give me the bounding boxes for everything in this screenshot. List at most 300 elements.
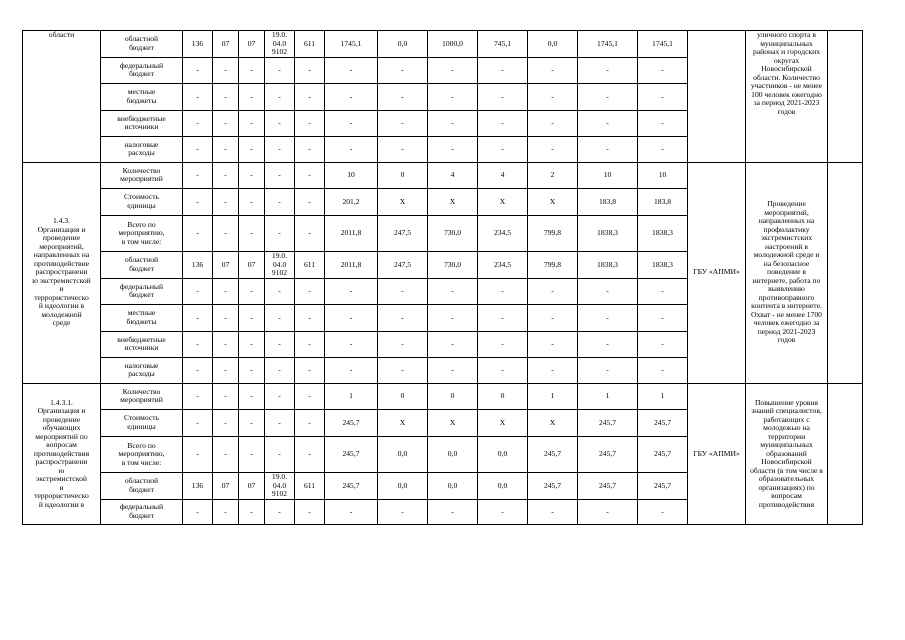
indicator-label bbox=[101, 410, 183, 437]
grbs-cell: - bbox=[183, 436, 213, 473]
rz-cell: - bbox=[213, 84, 239, 111]
text-line: бюджет bbox=[129, 510, 154, 520]
grbs-cell: - bbox=[183, 499, 213, 525]
text-line: среде bbox=[52, 318, 71, 328]
grbs-cell: - bbox=[183, 358, 213, 384]
pr-cell: - bbox=[239, 189, 265, 216]
text-line: экстремистских bbox=[760, 233, 813, 243]
rz-cell: - bbox=[213, 358, 239, 384]
text-line: противодействие bbox=[33, 258, 90, 268]
text-line: мероприятий bbox=[120, 395, 163, 405]
text-line: - bbox=[278, 144, 281, 153]
text-line: Организация и bbox=[37, 406, 86, 415]
vr-cell: - bbox=[295, 499, 325, 525]
value-cell: 245,7 bbox=[325, 436, 378, 473]
csr-cell bbox=[265, 215, 295, 252]
text-line: - bbox=[278, 91, 281, 101]
value-cell: X bbox=[378, 189, 428, 216]
grbs-cell: 136 bbox=[183, 252, 213, 279]
rz-cell: 07 bbox=[213, 252, 239, 279]
empty-cell bbox=[828, 31, 863, 163]
pr-cell: - bbox=[239, 57, 265, 84]
text-line: области (в том числе в bbox=[750, 465, 823, 475]
value-cell: - bbox=[428, 305, 478, 332]
text-line: 04.0 bbox=[272, 480, 287, 490]
text-line: мероприятий, bbox=[39, 241, 84, 251]
grbs-cell: - bbox=[183, 137, 213, 163]
value-cell: 730,0 bbox=[428, 252, 478, 279]
value-cell: - bbox=[638, 358, 688, 384]
text-line: - bbox=[278, 228, 281, 237]
value-cell: - bbox=[528, 84, 578, 111]
value-cell: 0,0 bbox=[378, 436, 428, 473]
value-cell: 234,5 bbox=[478, 252, 528, 279]
text-line: за период 2021-2023 bbox=[753, 98, 820, 107]
text-line: участников - не менее bbox=[750, 81, 823, 90]
value-cell: - bbox=[378, 278, 428, 305]
value-cell: - bbox=[378, 331, 428, 358]
value-cell: - bbox=[528, 358, 578, 384]
text-line: мероприятию, bbox=[118, 228, 165, 237]
value-cell: - bbox=[478, 137, 528, 163]
indicator-label bbox=[101, 110, 183, 137]
text-line: источники bbox=[124, 122, 159, 132]
text-line: ю экстремистской bbox=[32, 275, 91, 285]
value-cell: 2 bbox=[528, 162, 578, 189]
vr-cell: - bbox=[295, 110, 325, 137]
value-cell: 0,0 bbox=[378, 473, 428, 500]
text-line: работающих с bbox=[763, 414, 810, 424]
table-row bbox=[23, 162, 863, 189]
value-cell: - bbox=[528, 331, 578, 358]
text-line: - bbox=[278, 170, 281, 179]
value-cell: 0 bbox=[478, 383, 528, 410]
vr-cell: - bbox=[295, 331, 325, 358]
value-cell: - bbox=[478, 278, 528, 305]
value-cell: X bbox=[478, 189, 528, 216]
value-cell: 1 bbox=[528, 383, 578, 410]
text-line: обучающих bbox=[42, 423, 81, 432]
value-cell: 1838,3 bbox=[578, 252, 638, 279]
value-cell: 183,8 bbox=[578, 189, 638, 216]
text-line: проведение bbox=[42, 233, 81, 243]
value-cell: 730,0 bbox=[428, 215, 478, 252]
value-cell: 745,1 bbox=[478, 31, 528, 58]
text-line: 04.0 bbox=[272, 38, 287, 48]
value-cell: 799,8 bbox=[528, 252, 578, 279]
value-cell: 2011,8 bbox=[325, 252, 378, 279]
value-cell: - bbox=[638, 499, 688, 525]
pr-cell: - bbox=[239, 278, 265, 305]
vr-cell: 611 bbox=[295, 473, 325, 500]
value-cell: 1838,3 bbox=[638, 215, 688, 252]
rz-cell: - bbox=[213, 57, 239, 84]
vr-cell: - bbox=[295, 383, 325, 410]
text-line: федеральный bbox=[119, 60, 164, 70]
rz-cell: 07 bbox=[213, 31, 239, 58]
value-cell: 1838,3 bbox=[578, 215, 638, 252]
text-line: - bbox=[278, 286, 281, 295]
text-line: вопросам bbox=[771, 491, 802, 500]
result-cell bbox=[746, 383, 828, 525]
csr-cell bbox=[265, 84, 295, 111]
text-line: 100 человек ежегодно bbox=[751, 89, 822, 99]
csr-cell bbox=[265, 473, 295, 500]
text-line: Организация и bbox=[37, 224, 86, 234]
text-line: расходы bbox=[128, 369, 155, 379]
value-cell: 245,7 bbox=[638, 436, 688, 473]
value-cell: 0 bbox=[378, 383, 428, 410]
value-cell: 234,5 bbox=[478, 215, 528, 252]
text-line: противодействия bbox=[758, 499, 815, 509]
table-row bbox=[23, 31, 863, 58]
text-line: единицы bbox=[127, 200, 156, 210]
text-line: Стоимость bbox=[124, 413, 159, 423]
text-line: направленных на bbox=[33, 250, 90, 260]
text-line: террористическо bbox=[34, 491, 89, 500]
text-line: Количество bbox=[122, 386, 161, 396]
activity-name-cell bbox=[23, 31, 101, 163]
csr-cell bbox=[265, 410, 295, 437]
text-line: Всего по bbox=[127, 440, 156, 450]
value-cell: 0,0 bbox=[378, 31, 428, 58]
performer-cell bbox=[688, 31, 746, 163]
value-cell: - bbox=[428, 499, 478, 525]
text-line: й идеологии в bbox=[38, 499, 85, 509]
text-line: Новосибирской bbox=[761, 457, 812, 466]
csr-cell bbox=[265, 436, 295, 473]
value-cell: - bbox=[378, 305, 428, 332]
value-cell: - bbox=[325, 358, 378, 384]
vr-cell: - bbox=[295, 84, 325, 111]
budget-table bbox=[22, 30, 863, 525]
text-line: местные bbox=[127, 308, 156, 318]
text-line: на безопасное bbox=[763, 258, 810, 268]
pr-cell: - bbox=[239, 383, 265, 410]
value-cell: - bbox=[478, 57, 528, 84]
value-cell: - bbox=[478, 84, 528, 111]
text-line: областной bbox=[124, 255, 159, 265]
csr-cell bbox=[265, 57, 295, 84]
value-cell: 245,7 bbox=[325, 410, 378, 437]
value-cell: X bbox=[428, 189, 478, 216]
text-line: Стоимость bbox=[124, 192, 159, 202]
csr-cell bbox=[265, 331, 295, 358]
text-line: - bbox=[278, 449, 281, 458]
text-line: единицы bbox=[127, 421, 156, 431]
value-cell: 1745,1 bbox=[578, 31, 638, 58]
pr-cell: - bbox=[239, 410, 265, 437]
indicator-label bbox=[101, 473, 183, 500]
value-cell: - bbox=[325, 137, 378, 163]
value-cell: 4 bbox=[478, 162, 528, 189]
text-line: контента в интернете. bbox=[751, 301, 822, 311]
value-cell: - bbox=[428, 331, 478, 358]
text-line: - bbox=[278, 196, 281, 206]
value-cell: 1745,1 bbox=[325, 31, 378, 58]
value-cell: 201,2 bbox=[325, 189, 378, 216]
csr-cell bbox=[265, 383, 295, 410]
value-cell: - bbox=[478, 499, 528, 525]
grbs-cell: - bbox=[183, 110, 213, 137]
rz-cell: - bbox=[213, 499, 239, 525]
indicator-label bbox=[101, 189, 183, 216]
value-cell: - bbox=[478, 331, 528, 358]
pr-cell: 07 bbox=[239, 473, 265, 500]
value-cell: 245,7 bbox=[578, 410, 638, 437]
text-line: территории bbox=[767, 431, 806, 441]
vr-cell: - bbox=[295, 358, 325, 384]
text-line: - bbox=[278, 391, 281, 400]
value-cell: - bbox=[378, 499, 428, 525]
value-cell: - bbox=[578, 110, 638, 137]
text-line: профилактику bbox=[763, 224, 810, 234]
text-line: 9102 bbox=[271, 489, 288, 498]
grbs-cell: - bbox=[183, 410, 213, 437]
grbs-cell: - bbox=[183, 215, 213, 252]
value-cell: 245,7 bbox=[638, 410, 688, 437]
rz-cell: 07 bbox=[213, 473, 239, 500]
text-line: распространени bbox=[35, 457, 88, 466]
text-line: 1.4.3. bbox=[52, 216, 71, 226]
text-line: уличного спорта в bbox=[757, 30, 816, 39]
vr-cell: - bbox=[295, 215, 325, 252]
value-cell: 1 bbox=[578, 383, 638, 410]
empty-cell bbox=[828, 383, 863, 525]
value-cell: 799,8 bbox=[528, 215, 578, 252]
text-line: - bbox=[278, 312, 281, 322]
text-line: Всего по bbox=[127, 219, 156, 229]
grbs-cell: 136 bbox=[183, 473, 213, 500]
text-line: бюджеты bbox=[126, 316, 157, 326]
csr-cell bbox=[265, 305, 295, 332]
text-line: молодежной bbox=[41, 309, 82, 319]
value-cell: - bbox=[428, 110, 478, 137]
text-line: 9102 bbox=[271, 47, 288, 56]
text-line: бюджет bbox=[129, 69, 154, 79]
value-cell: 1 bbox=[638, 383, 688, 410]
value-cell: 183,8 bbox=[638, 189, 688, 216]
text-line: муниципальных bbox=[760, 440, 813, 449]
value-cell: 10 bbox=[638, 162, 688, 189]
value-cell: - bbox=[578, 84, 638, 111]
pr-cell: - bbox=[239, 499, 265, 525]
text-line: областной bbox=[124, 34, 159, 44]
text-line: бюджет bbox=[129, 263, 154, 273]
rz-cell: - bbox=[213, 305, 239, 332]
rz-cell: - bbox=[213, 331, 239, 358]
value-cell: - bbox=[578, 305, 638, 332]
text-line: области bbox=[48, 30, 75, 39]
value-cell: - bbox=[578, 278, 638, 305]
value-cell: X bbox=[528, 410, 578, 437]
csr-cell bbox=[265, 499, 295, 525]
text-line: 19.0. bbox=[271, 251, 288, 260]
empty-cell bbox=[828, 162, 863, 383]
text-line: в том числе: bbox=[121, 457, 162, 467]
value-cell: 245,7 bbox=[578, 436, 638, 473]
text-line: мероприятий по bbox=[35, 431, 88, 441]
value-cell: - bbox=[325, 110, 378, 137]
text-line: внебюджетные bbox=[117, 334, 166, 344]
text-line: знаний специалистов, bbox=[751, 406, 822, 415]
text-line: налоговые bbox=[124, 139, 159, 149]
value-cell: 2011,8 bbox=[325, 215, 378, 252]
indicator-label bbox=[101, 499, 183, 525]
text-line: Проведение bbox=[767, 199, 806, 209]
value-cell: - bbox=[378, 84, 428, 111]
rz-cell: - bbox=[213, 215, 239, 252]
text-line: в том числе: bbox=[121, 236, 162, 246]
value-cell: 1 bbox=[325, 383, 378, 410]
csr-cell bbox=[265, 358, 295, 384]
text-line: молодежной среде и bbox=[753, 250, 820, 260]
rz-cell: - bbox=[213, 436, 239, 473]
csr-cell bbox=[265, 278, 295, 305]
vr-cell: - bbox=[295, 410, 325, 437]
grbs-cell: - bbox=[183, 278, 213, 305]
value-cell: 245,7 bbox=[325, 473, 378, 500]
value-cell: X bbox=[378, 410, 428, 437]
value-cell: - bbox=[428, 278, 478, 305]
value-cell: - bbox=[428, 84, 478, 111]
performer-cell: ГБУ «АПМИ» bbox=[688, 162, 746, 383]
grbs-cell: 136 bbox=[183, 31, 213, 58]
value-cell: - bbox=[478, 110, 528, 137]
value-cell: - bbox=[428, 137, 478, 163]
indicator-label bbox=[101, 31, 183, 58]
rz-cell: - bbox=[213, 110, 239, 137]
rz-cell: - bbox=[213, 137, 239, 163]
value-cell: 247,5 bbox=[378, 215, 428, 252]
pr-cell: - bbox=[239, 137, 265, 163]
value-cell: - bbox=[528, 110, 578, 137]
value-cell: 4 bbox=[428, 162, 478, 189]
csr-cell bbox=[265, 31, 295, 58]
text-line: муниципальных bbox=[760, 38, 813, 48]
text-line: бюджет bbox=[129, 290, 154, 300]
value-cell: 247,5 bbox=[378, 252, 428, 279]
value-cell: 0,0 bbox=[528, 31, 578, 58]
value-cell: 245,7 bbox=[638, 473, 688, 500]
text-line: настроений в bbox=[765, 241, 808, 251]
pr-cell: - bbox=[239, 436, 265, 473]
activity-name-cell bbox=[23, 162, 101, 383]
indicator-label bbox=[101, 305, 183, 332]
text-line: и bbox=[59, 482, 64, 492]
value-cell: - bbox=[528, 499, 578, 525]
text-line: экстремистской bbox=[36, 474, 87, 483]
vr-cell: - bbox=[295, 189, 325, 216]
text-line: интернете, работа по bbox=[752, 275, 821, 285]
text-line: внебюджетные bbox=[117, 113, 166, 123]
text-line: выявлению bbox=[768, 284, 805, 294]
text-line: - bbox=[278, 339, 281, 348]
vr-cell: - bbox=[295, 278, 325, 305]
text-line: местные bbox=[127, 87, 156, 97]
value-cell: - bbox=[528, 305, 578, 332]
text-line: Количество bbox=[122, 165, 161, 175]
grbs-cell: - bbox=[183, 331, 213, 358]
vr-cell: 611 bbox=[295, 252, 325, 279]
text-line: проведение bbox=[42, 414, 81, 424]
csr-cell bbox=[265, 110, 295, 137]
value-cell: 0 bbox=[378, 162, 428, 189]
text-line: Новосибирской bbox=[761, 64, 812, 73]
text-line: области. Количество bbox=[753, 72, 820, 82]
indicator-label bbox=[101, 331, 183, 358]
text-line: мероприятий bbox=[120, 174, 163, 184]
value-cell: - bbox=[638, 110, 688, 137]
text-line: образовательных bbox=[758, 474, 815, 483]
value-cell: - bbox=[578, 499, 638, 525]
value-cell: 1838,3 bbox=[638, 252, 688, 279]
csr-cell bbox=[265, 252, 295, 279]
value-cell: - bbox=[528, 137, 578, 163]
text-line: и bbox=[59, 284, 64, 294]
indicator-label bbox=[101, 84, 183, 111]
value-cell: - bbox=[478, 358, 528, 384]
value-cell: 1745,1 bbox=[638, 31, 688, 58]
value-cell: 245,7 bbox=[528, 436, 578, 473]
grbs-cell: - bbox=[183, 305, 213, 332]
text-line: бюджет bbox=[129, 42, 154, 52]
vr-cell: 611 bbox=[295, 31, 325, 58]
value-cell: - bbox=[325, 499, 378, 525]
text-line: федеральный bbox=[119, 502, 164, 512]
value-cell: - bbox=[325, 305, 378, 332]
text-line: - bbox=[278, 65, 281, 74]
text-line: человек ежегодно за bbox=[753, 318, 820, 328]
value-cell: 0 bbox=[428, 383, 478, 410]
value-cell: 0,0 bbox=[428, 436, 478, 473]
text-line: годов bbox=[777, 106, 796, 116]
vr-cell: - bbox=[295, 162, 325, 189]
pr-cell: - bbox=[239, 305, 265, 332]
grbs-cell: - bbox=[183, 189, 213, 216]
activity-name-cell bbox=[23, 383, 101, 525]
value-cell: - bbox=[478, 305, 528, 332]
text-line: поведение в bbox=[767, 267, 806, 277]
value-cell: - bbox=[378, 137, 428, 163]
pr-cell: - bbox=[239, 110, 265, 137]
indicator-label bbox=[101, 162, 183, 189]
value-cell: - bbox=[578, 137, 638, 163]
text-line: Повышение уровня bbox=[754, 397, 819, 407]
vr-cell: - bbox=[295, 57, 325, 84]
indicator-label bbox=[101, 383, 183, 410]
value-cell: - bbox=[638, 84, 688, 111]
value-cell: 245,7 bbox=[578, 473, 638, 500]
value-cell: 1000,0 bbox=[428, 31, 478, 58]
text-line: - bbox=[278, 506, 281, 516]
grbs-cell: - bbox=[183, 162, 213, 189]
value-cell: - bbox=[638, 331, 688, 358]
value-cell: - bbox=[578, 331, 638, 358]
value-cell: 0,0 bbox=[428, 473, 478, 500]
text-line: образований bbox=[766, 448, 807, 458]
text-line: распространени bbox=[35, 267, 88, 277]
value-cell: 245,7 bbox=[528, 473, 578, 500]
indicator-label bbox=[101, 252, 183, 279]
indicator-label bbox=[101, 57, 183, 84]
text-line: областной bbox=[124, 476, 159, 486]
value-cell: - bbox=[578, 57, 638, 84]
text-line: источники bbox=[124, 343, 159, 353]
value-cell: - bbox=[325, 278, 378, 305]
value-cell: - bbox=[378, 57, 428, 84]
grbs-cell: - bbox=[183, 84, 213, 111]
